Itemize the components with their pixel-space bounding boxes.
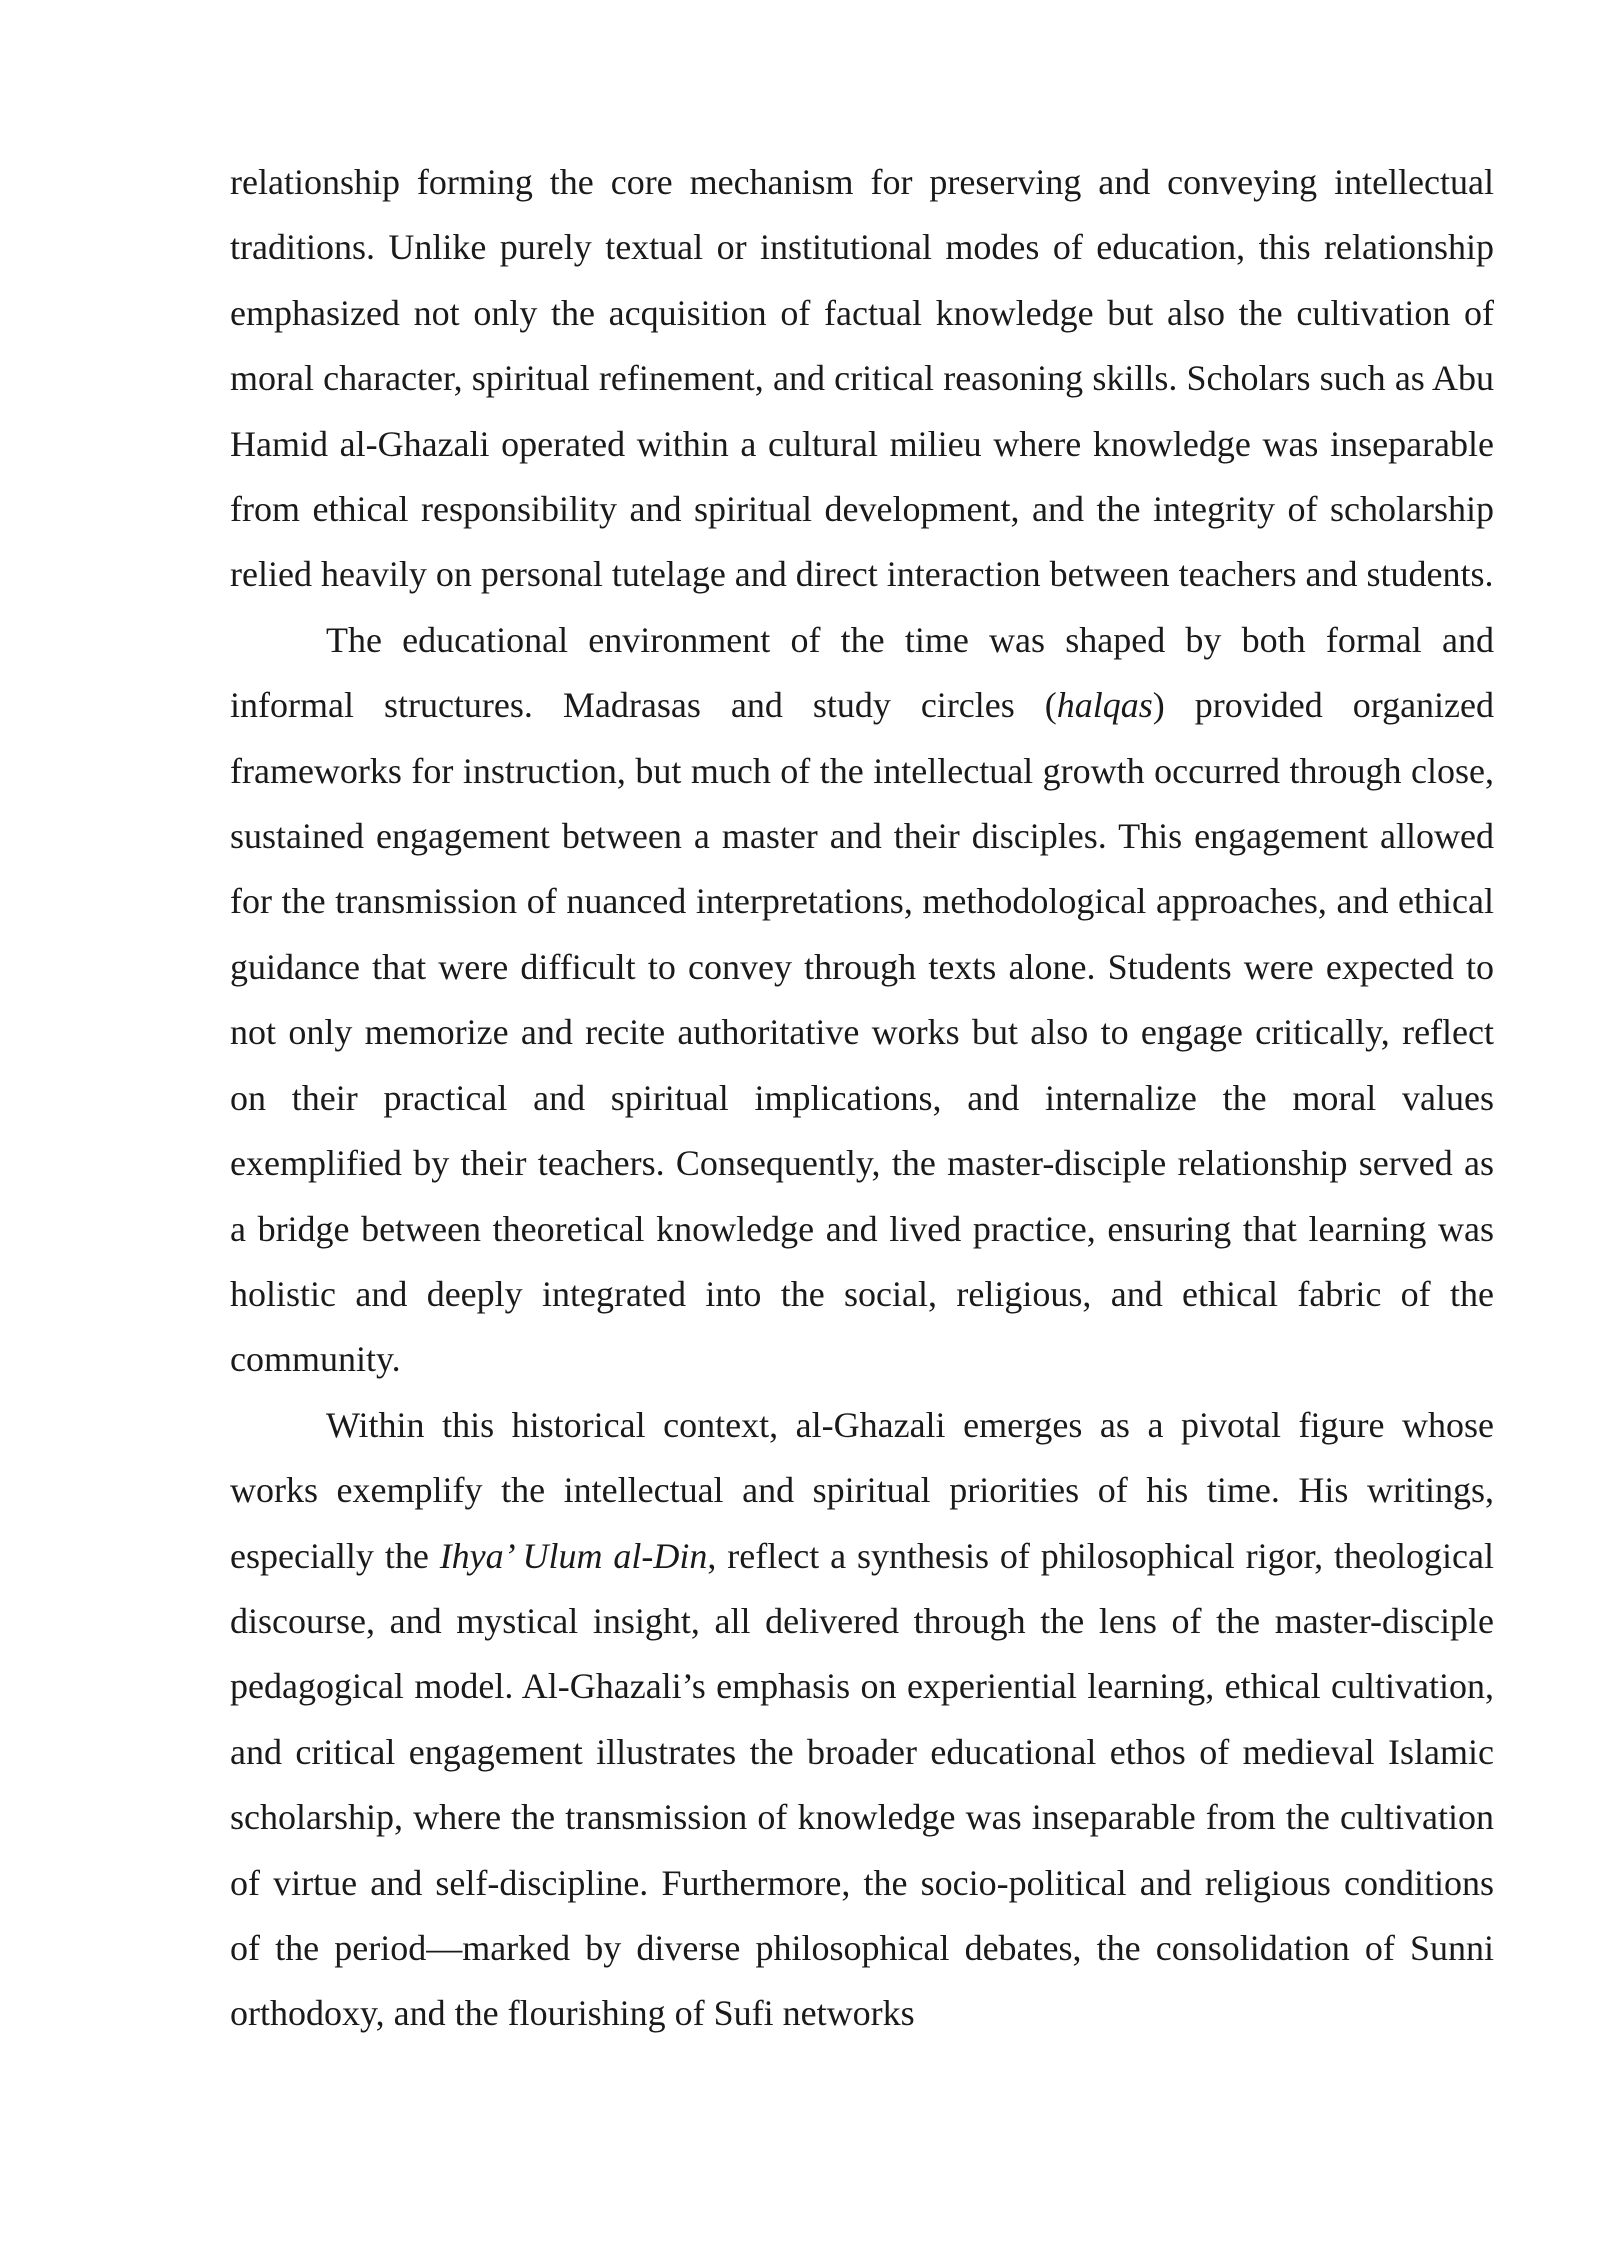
paragraph-continuation [230,150,1494,608]
paragraph-1-text: relationship forming the core mechanism for preserving and conveying intellectual traditions. Unlike purely textual or institutional modes of education, this relationship emphasized not only the acquisition of factual knowledge but also the cultivation of moral character, spiritual refinement, and critical reasoning skills. Scholars such as Abu Hamid al-Ghazali operated within a cultural milieu where knowledge was inseparable from ethical responsibility and spiritual development, and the integrity of scholarship relied heavily on personal tutelage and direct interaction between teachers and students. [230,162,1494,595]
halqas-term: halqas [1056,685,1153,726]
paragraph-2-text-a: The educational environment of the time was shaped by both formal and informal structures. Madrasas and study circles ( [230,619,1494,726]
paragraph-historical-context [230,1393,1494,2047]
ihya-title: Ihya’ Ulum al-Din [439,1535,708,1576]
document-page [230,150,1494,2047]
paragraph-2-text-b: ) provided organized frameworks for instruction, but much of the intellectual growth occurred through close, sustained engagement between a master and their disciples. This engagement allowed for the transmission of nuanced interpretations, methodological approaches, and ethical guidance that were difficult to convey through texts alone. Students were expected to not only memorize and recite authoritative works but also to engage critically, reflect on their practical and spiritual implications, and internalize the moral values exemplified by their teachers. Consequently, the master-disciple relationship served as a bridge between theoretical knowledge and lived practice, ensuring that learning was holistic and deeply integrated into the social, religious, and ethical fabric of the community. [230,685,1495,1380]
paragraph-educational-environment [230,608,1494,1393]
paragraph-3-text-b: , reflect a synthesis of philosophical rigor, theological discourse, and mystical insight, all delivered through the lens of the master-disciple pedagogical model. Al-Ghazali’s emphasis on experiential learning, ethical cultivation, and critical engagement illustrates the broader educational ethos of medieval Islamic scholarship, where the transmission of knowledge was inseparable from the cultivation of virtue and self-discipline. Furthermore, the socio-political and religious conditions of the period—marked by diverse philosophical debates, the consolidation of Sunni orthodoxy, and the flourishing of Sufi networks [230,1535,1494,2034]
paragraph-3-text-a: Within this historical context, al-Ghazali emerges as a pivotal figure whose works exemplify the intellectual and spiritual priorities of his time. His writings, especially the [230,1404,1494,1576]
